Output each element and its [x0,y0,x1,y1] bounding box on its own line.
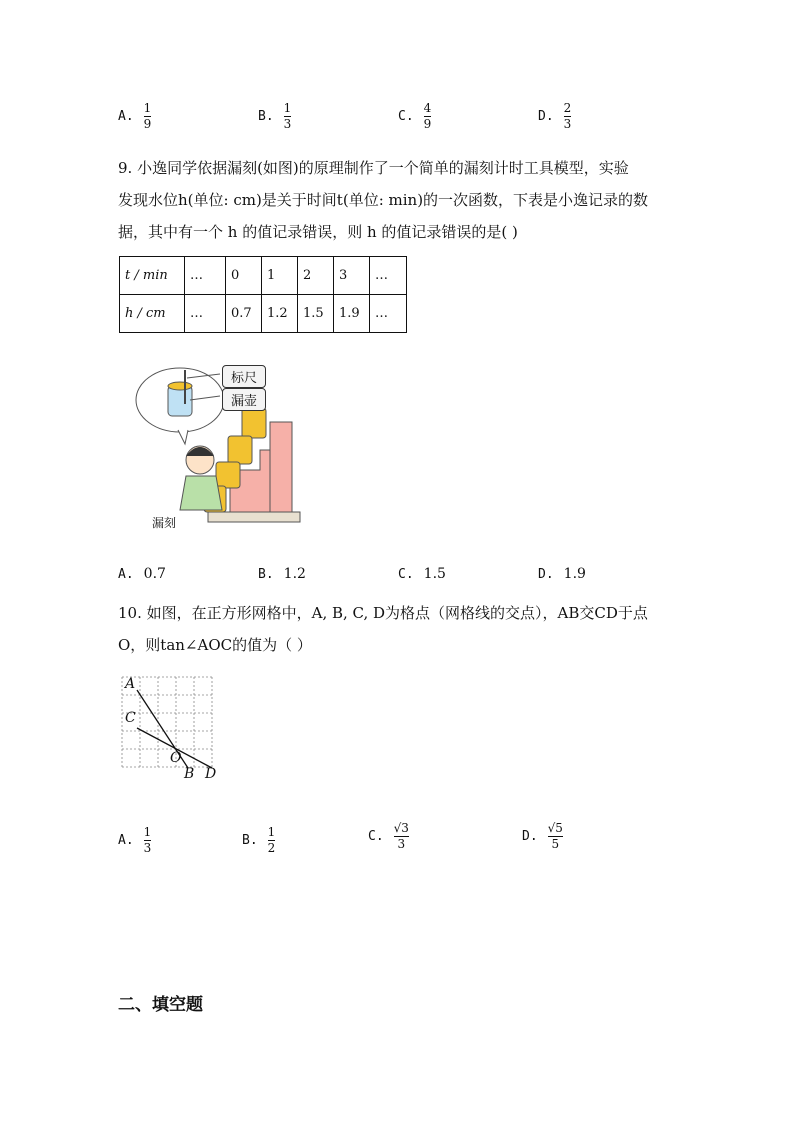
table-cell: … [185,295,226,333]
q9-option-c [398,566,446,582]
point-label-a: A [125,676,136,692]
numerator: 1 [283,101,292,115]
table-row-time [120,257,407,295]
option-letter: D. [538,109,554,124]
q8-option-c [398,102,431,131]
table-cell: … [370,295,407,333]
point-label-b: B [184,766,195,782]
fraction [284,102,292,131]
table-cell: 0 [226,257,262,295]
numerator: 1 [143,825,152,839]
table-cell: 1.2 [262,295,298,333]
numerator: √3 [393,821,409,835]
point-label-d: D [205,766,217,782]
denominator: 9 [143,117,152,131]
option-letter: C. [398,109,414,124]
q10-option-b [242,826,275,855]
q9-option-d [538,566,586,582]
q9-stem [118,152,688,248]
point-label-c: C [125,710,136,726]
q9-option-a [118,566,166,582]
table-cell: t / min [120,257,185,295]
fraction [144,826,152,855]
denominator: 2 [267,841,276,855]
option-value: 1.2 [283,566,306,582]
option-value: 0.7 [143,566,166,582]
option-letter: A. [118,109,134,124]
q9-option-b [258,566,306,582]
table-cell: 1.5 [298,295,334,333]
option-letter: B. [258,109,274,124]
q8-option-b [258,102,291,131]
table-cell: … [185,257,226,295]
q9-line-3: 据，其中有一个 h 的值记录错误，则 h 的值记录错误的是( ) [118,223,518,241]
denominator: 3 [283,117,292,131]
q9-data-table [119,256,407,333]
table-cell: h / cm [120,295,185,333]
table-cell: 2 [298,257,334,295]
pot-label: 漏壶 [222,388,266,411]
q10-option-a [118,826,151,855]
numerator: 2 [563,101,572,115]
water-clock-figure [130,360,310,535]
denominator: 5 [551,837,560,851]
numerator: 1 [143,101,152,115]
denominator: 3 [563,117,572,131]
q10-line-2: O，则tan∠AOC的值为（ ） [118,636,312,654]
table-row-height [120,295,407,333]
option-letter: B. [242,833,258,848]
ruler-label: 标尺 [222,365,266,388]
fraction [268,826,276,855]
table-cell: 3 [334,257,370,295]
option-letter: C. [368,829,384,844]
table-cell: 1.9 [334,295,370,333]
q8-option-a [118,102,151,131]
numerator: 4 [423,101,432,115]
figure-caption: 漏刻 [152,516,177,530]
section-title: 二、填空题 [118,995,203,1015]
denominator: 3 [143,841,152,855]
option-letter: A. [118,833,134,848]
point-label-o: O [170,750,182,766]
option-letter: D. [522,829,538,844]
option-letter: C. [398,566,414,582]
fraction [564,102,572,131]
q10-option-d [522,822,563,851]
q10-line-1: 10. 如图，在正方形网格中，A, B, C, D为格点（网格线的交点），AB交CD于点 [118,604,648,622]
option-value: 1.5 [423,566,446,582]
fraction [424,102,432,131]
fraction [548,822,563,851]
q9-line-1: 9. 小逸同学依据漏刻(如图)的原理制作了一个简单的漏刻计时工具模型，实验 [118,159,629,177]
fraction [144,102,152,131]
denominator: 9 [423,117,432,131]
table-cell: … [370,257,407,295]
table-cell: 1 [262,257,298,295]
numerator: √5 [547,821,563,835]
table-cell: 0.7 [226,295,262,333]
denominator: 3 [397,837,406,851]
q9-line-2: 发现水位h(单位: cm)是关于时间t(单位: min)的一次函数，下表是小逸记录的数 [118,191,649,209]
option-letter: B. [258,566,274,582]
q10-option-c [368,822,409,851]
fraction [394,822,409,851]
water-clock-illustration [130,360,310,535]
option-letter: A. [118,566,134,582]
q10-stem [118,597,688,661]
q8-option-d [538,102,571,131]
numerator: 1 [267,825,276,839]
option-letter: D. [538,566,554,582]
option-value: 1.9 [563,566,586,582]
grid-figure [115,670,225,785]
